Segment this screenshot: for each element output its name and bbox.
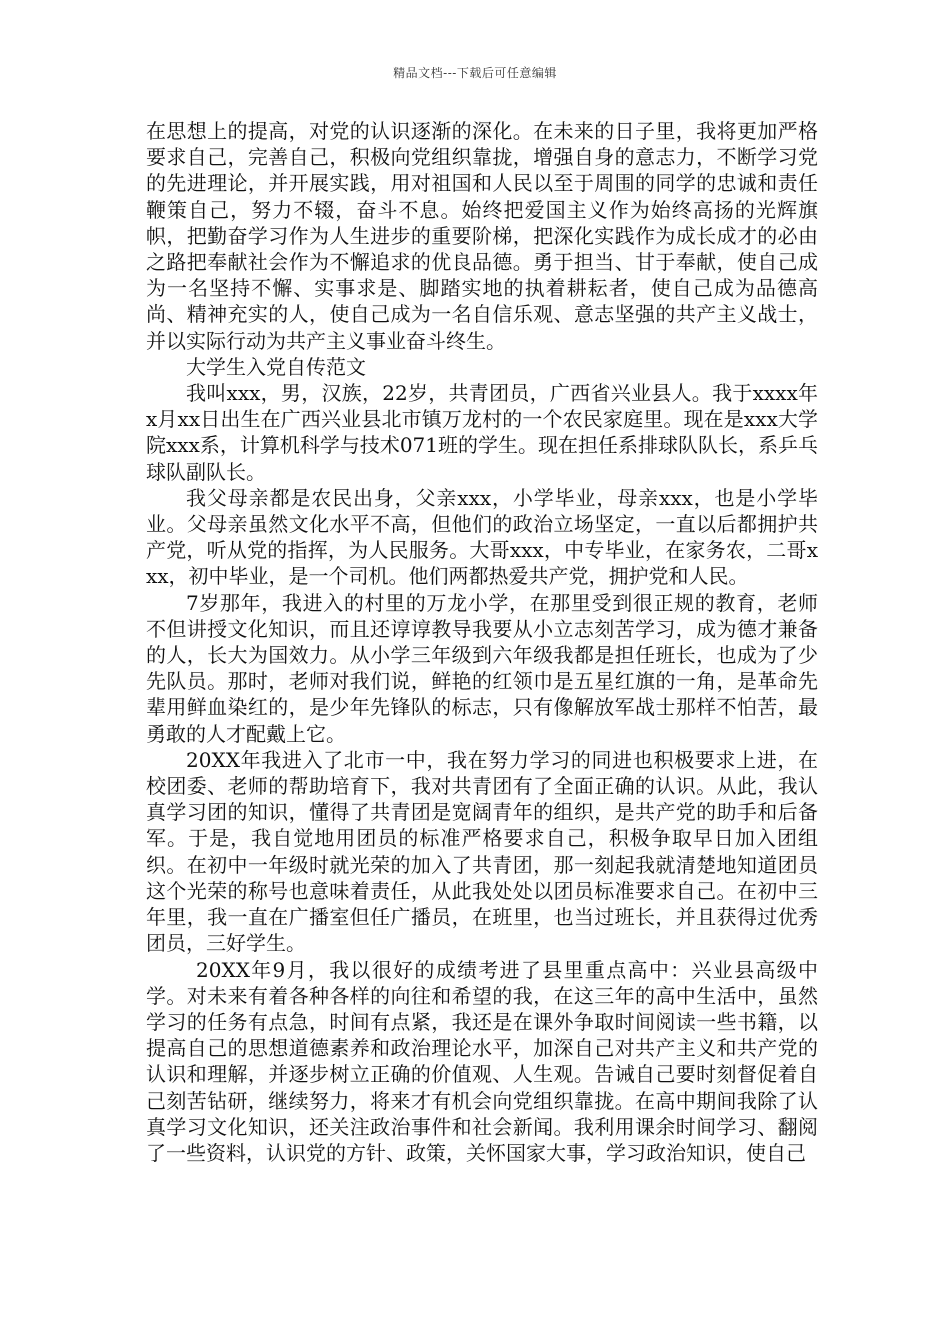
paragraph: 20XX年我进入了北市一中，我在努力学习的同进也积极要求上进，在校团委、老师的帮助培育下，我对共青团有了全面正确的认识。从此，我认真学习团的知识，懂得了共青团是宽阔青年的组织，是共产党的助手和后备军。于是，我自觉地用团员的标准严格要求自己，积极争取早日加入团组织。在初中一年级时就光荣的加入了共青团，那一刻起我就清楚地知道团员这个光荣的称号也意味着责任，从此我处处以团员标准要求自己。在初中三年里，我一直在广播室但任广播员，在班里，也当过班长，并且获得过优秀团员，三好学生。 [146, 747, 818, 956]
page-header: 精品文档---下载后可任意编辑 [393, 66, 557, 80]
paragraph: 在思想上的提高，对党的认识逐渐的深化。在未来的日子里，我将更加严格要求自己，完善自己，积极向党组织靠拢，增强自身的意志力，不断学习党的先进理论，并开展实践，用对祖国和人民以至于周围的同学的忠诚和责任鞭策自己，努力不辍，奋斗不息。始终把爱国主义作为始终高扬的光辉旗帜，把勤奋学习作为人生进步的重要阶梯，把深化实践作为成长成才的必由之路把奉献社会作为不懈追求的优良品德。勇于担当、甘于奉献，使自己成为一名坚持不懈、实事求是、脚踏实地的执着耕耘者，使自己成为品德高尚、精神充实的人，使自己成为一名自信乐观、意志坚强的共产主义战士，并以实际行动为共产主义事业奋斗终生。 [146, 119, 818, 353]
paragraph: 7岁那年，我进入的村里的万龙小学，在那里受到很正规的教育，老师不但讲授文化知识，而且还谆谆教导我要从小立志刻苦学习，成为德才兼备的人，长大为国效力。从小学三年级到六年级我都是担任班长，也成为了少先队员。那时，老师对我们说，鲜艳的红领巾是五星红旗的一角，是革命先辈用鲜血染红的，是少年先锋队的标志，只有像解放军战士那样不怕苦，最勇敢的人才配戴上它。 [146, 590, 818, 746]
paragraph: 我叫xxx，男，汉族，22岁，共青团员，广西省兴业县人。我于xxxx年x月xx日出生在广西兴业县北市镇万龙村的一个农民家庭里。现在是xxx大学院xxx系，计算机科学与技术071班的学生。现在担任系排球队队长，系乒乓球队副队长。 [146, 381, 819, 484]
section-title: 大学生入党自传范文 [186, 354, 366, 379]
document-body [146, 118, 818, 1166]
paragraph: 20XX年9月，我以很好的成绩考进了县里重点高中：兴业县高级中学。对未来有着各种各样的向往和希望的我，在这三年的高中生活中，虽然学习的任务有点急，时间有点紧，我还是在课外争取时间阅读一些书籍，以提高自己的思想道德素养和政治理论水平，加深自己对共产主义和共产党的认识和理解，并逐步树立正确的价值观、人生观。告诫自己要时刻督促着自己刻苦钻研，继续努力，将来才有机会向党组织靠拢。在高中期间我除了认真学习文化知识，还关注政治事件和社会新闻。我利用课余时间学习、翻阅了一些资料，认识党的方针、政策，关怀国家大事，学习政治知识，使自己 [146, 957, 818, 1165]
paragraph: 我父母亲都是农民出身，父亲xxx，小学毕业，母亲xxx，也是小学毕业。父母亲虽然文化水平不高，但他们的政治立场坚定，一直以后都拥护共产党，听从党的指挥，为人民服务。大哥xxx，中专毕业，在家务农，二哥xxx，初中毕业，是一个司机。他们两都热爱共产党，拥护党和人民。 [146, 485, 818, 589]
